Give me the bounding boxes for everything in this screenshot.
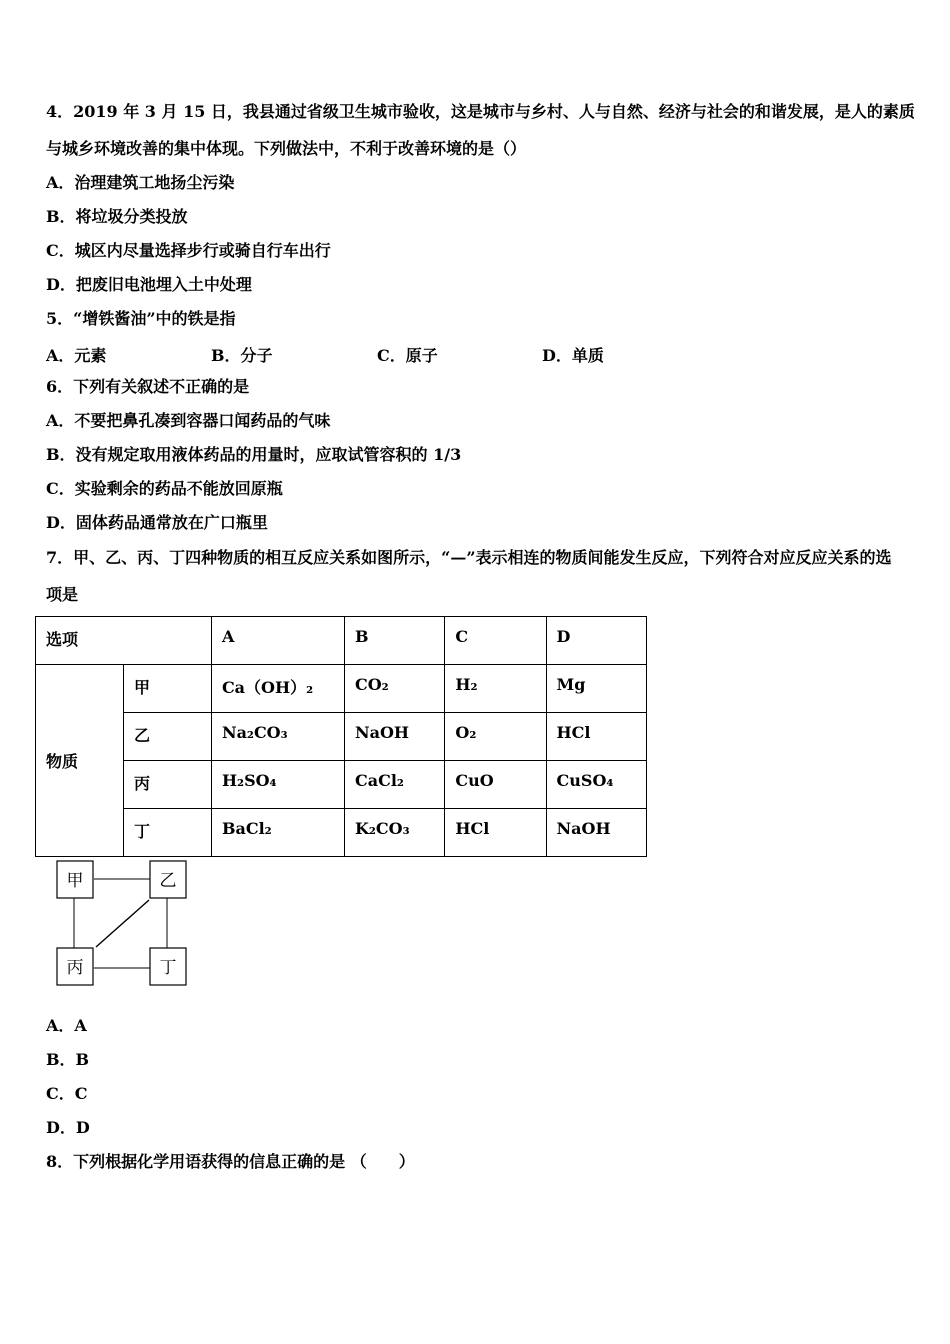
q6-option-c: C．实验剩余的药品不能放回原瓶 <box>46 479 283 498</box>
q4-stem-line2: 与城乡环境改善的集中体现。下列做法中，不利于改善环境的是（） <box>46 139 527 158</box>
q7-option-a: A．A <box>46 1016 87 1035</box>
table-group-label: 物质 <box>36 665 124 857</box>
label-bing: 丙 <box>66 958 84 978</box>
link-yi-bing <box>96 900 149 947</box>
table-cell: Na₂CO₃ <box>211 713 344 761</box>
table-cell: CuO <box>445 761 546 809</box>
table-cell: HCl <box>546 713 646 761</box>
q5-option-d: D．单质 <box>542 346 604 365</box>
table-row-name: 丁 <box>123 809 211 857</box>
table-cell: Mg <box>546 665 646 713</box>
q6-option-a: A．不要把鼻孔凑到容器口闻药品的气味 <box>46 411 331 430</box>
q4-option-a: A．治理建筑工地扬尘污染 <box>46 173 235 192</box>
q6-stem: 6．下列有关叙述不正确的是 <box>46 377 250 396</box>
q8-stem: 8．下列根据化学用语获得的信息正确的是 （ ） <box>46 1152 415 1171</box>
q4-option-d: D．把废旧电池埋入土中处理 <box>46 275 252 294</box>
table-header-cell: D <box>546 617 646 665</box>
table-row-name: 甲 <box>123 665 211 713</box>
q7-option-c: C．C <box>46 1084 88 1103</box>
q4-option-c: C．城区内尽量选择步行或骑自行车出行 <box>46 241 331 260</box>
table-cell: H₂SO₄ <box>211 761 344 809</box>
q7-reaction-diagram <box>40 855 200 995</box>
table-row <box>36 617 647 665</box>
label-ding: 丁 <box>159 958 177 978</box>
table-row <box>36 809 647 857</box>
q6-option-b: B．没有规定取用液体药品的用量时，应取试管容积的 1/3 <box>46 445 462 464</box>
table-cell: HCl <box>445 809 546 857</box>
table-cell: K₂CO₃ <box>344 809 444 857</box>
q5-stem: 5．“增铁酱油”中的铁是指 <box>46 309 236 328</box>
table-cell: CO₂ <box>344 665 444 713</box>
table-cell: Ca（OH）₂ <box>211 665 344 713</box>
table-cell: BaCl₂ <box>211 809 344 857</box>
q5-option-c: C．原子 <box>377 346 438 365</box>
table-cell: O₂ <box>445 713 546 761</box>
q7-stem-line2: 项是 <box>46 585 79 604</box>
q7-option-b: B．B <box>46 1050 90 1069</box>
table-row <box>36 761 647 809</box>
q6-option-d: D．固体药品通常放在广口瓶里 <box>46 513 268 532</box>
table-header-cell: B <box>344 617 444 665</box>
q4-stem-line1: 4．2019 年 3 月 15 日，我县通过省级卫生城市验收，这是城市与乡村、人与自然、经济与社会的和谐发展，是人的素质 <box>46 102 915 121</box>
table-cell: H₂ <box>445 665 546 713</box>
table-header-cell: C <box>445 617 546 665</box>
table-cell: NaOH <box>344 713 444 761</box>
q7-options-table <box>35 616 647 857</box>
q5-option-a: A．元素 <box>46 346 107 365</box>
q7-option-d: D．D <box>46 1118 90 1137</box>
table-cell: CuSO₄ <box>546 761 646 809</box>
q7-stem-line1: 7．甲、乙、丙、丁四种物质的相互反应关系如图所示，“—”表示相连的物质间能发生反应，下列符合对应反应关系的选 <box>46 548 892 567</box>
table-header-label: 选项 <box>36 617 212 665</box>
table-row <box>36 665 647 713</box>
label-yi: 乙 <box>159 871 177 891</box>
table-cell: CaCl₂ <box>344 761 444 809</box>
q5-option-b: B．分子 <box>211 346 273 365</box>
label-jia: 甲 <box>66 871 84 891</box>
table-header-cell: A <box>211 617 344 665</box>
table-row <box>36 713 647 761</box>
table-row-name: 乙 <box>123 713 211 761</box>
q4-option-b: B．将垃圾分类投放 <box>46 207 188 226</box>
table-row-name: 丙 <box>123 761 211 809</box>
table-cell: NaOH <box>546 809 646 857</box>
